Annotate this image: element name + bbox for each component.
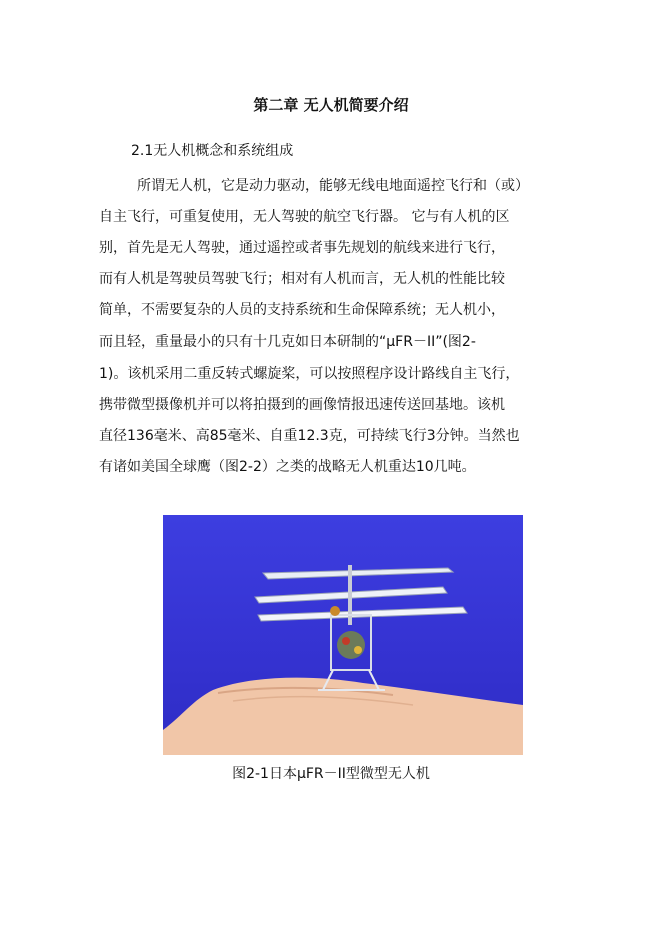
component	[354, 646, 362, 654]
paragraph-line: 所谓无人机，它是动力驱动，能够无线电地面遥控飞行和（或）	[137, 178, 529, 194]
figure-photo	[163, 515, 523, 755]
chapter-title: 第二章 无人机简要介绍	[253, 96, 409, 114]
component	[330, 606, 340, 616]
upper-rotor-blade	[263, 568, 453, 579]
section-heading: 2.1无人机概念和系统组成	[131, 143, 294, 159]
paragraph-line: 直径136毫米、高85毫米、自重12.3克，可持续飞行3分钟。当然也	[99, 428, 520, 444]
paragraph-line: 简单，不需要复杂的人员的支持系统和生命保障系统；无人机小，	[99, 302, 505, 318]
paragraph-line: 携带微型摄像机并可以将拍摄到的画像情报迅速传送回基地。该机	[99, 397, 505, 413]
paragraph-line: 而有人机是驾驶员驾驶飞行；相对有人机而言，无人机的性能比较	[99, 271, 505, 287]
paragraph-line: 自主飞行，可重复使用，无人驾驶的航空飞行器。 它与有人机的区	[99, 209, 510, 225]
paragraph-line: 别，首先是无人驾驶，通过遥控或者事先规划的航线来进行飞行，	[99, 240, 505, 256]
paragraph-line: 1)。该机采用二重反转式螺旋桨，可以按照程序设计路线自主飞行，	[99, 366, 520, 382]
component	[342, 637, 350, 645]
figure-caption: 图2-1日本μFR－II型微型无人机	[232, 766, 430, 782]
micro-helicopter-illustration	[163, 515, 523, 755]
electronics-core	[337, 631, 365, 659]
paragraph-line: 而且轻，重量最小的只有十几克如日本研制的“μFR－II”(图2-	[99, 334, 476, 350]
paragraph-line: 有诸如美国全球鹰（图2-2）之类的战略无人机重达10几吨。	[99, 459, 476, 475]
